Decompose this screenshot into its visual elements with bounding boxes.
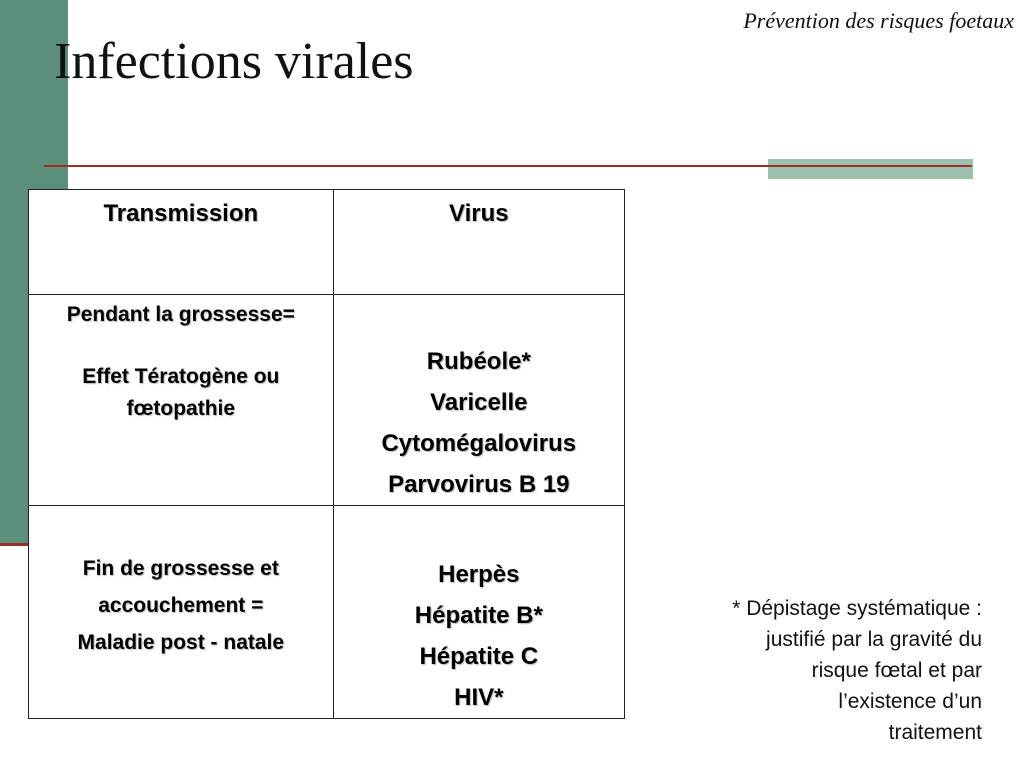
footnote	[660, 593, 982, 748]
transmission-line: Effet Tératogène ou	[82, 365, 280, 388]
transmission-line: accouchement =	[98, 594, 264, 617]
transmission-line: Fin de grossesse et	[82, 557, 279, 580]
slide-subtitle: Prévention des risques foetaux	[743, 8, 1014, 33]
page-title: Infections virales	[54, 33, 414, 90]
title-green-accent	[768, 159, 973, 179]
transmission-cell	[29, 295, 334, 506]
virus-item: HIV*	[454, 684, 504, 711]
footnote-line: l’existence d’un	[838, 690, 982, 713]
footnote-line: risque fœtal et par	[811, 659, 982, 682]
virus-item: Hépatite C	[419, 643, 539, 670]
footnote-line: * Dépistage systématique :	[732, 597, 982, 620]
footnote-line: justifié par la gravité du	[766, 628, 982, 651]
virus-item: Cytomégalovirus	[381, 430, 577, 457]
virus-item: Varicelle	[430, 389, 528, 416]
transmission-line: fœtopathie	[126, 397, 236, 420]
title-red-rule	[44, 165, 972, 167]
virus-item: Parvovirus B 19	[388, 471, 570, 498]
transmission-line: Maladie post - natale	[77, 631, 285, 654]
table-row	[29, 506, 625, 719]
virus-table	[28, 189, 625, 719]
virus-item: Rubéole*	[426, 348, 531, 375]
virus-item: Hépatite B*	[414, 602, 543, 629]
transmission-line: Pendant la grossesse=	[66, 303, 295, 326]
table-row	[29, 295, 625, 506]
virus-item: Herpès	[438, 561, 520, 588]
virus-cell	[333, 295, 624, 506]
header-transmission: Transmission	[29, 190, 334, 295]
virus-cell	[333, 506, 624, 719]
transmission-cell	[29, 506, 334, 719]
footnote-line: traitement	[888, 721, 982, 744]
header-virus: Virus	[333, 190, 624, 295]
table-header-row	[29, 190, 625, 295]
